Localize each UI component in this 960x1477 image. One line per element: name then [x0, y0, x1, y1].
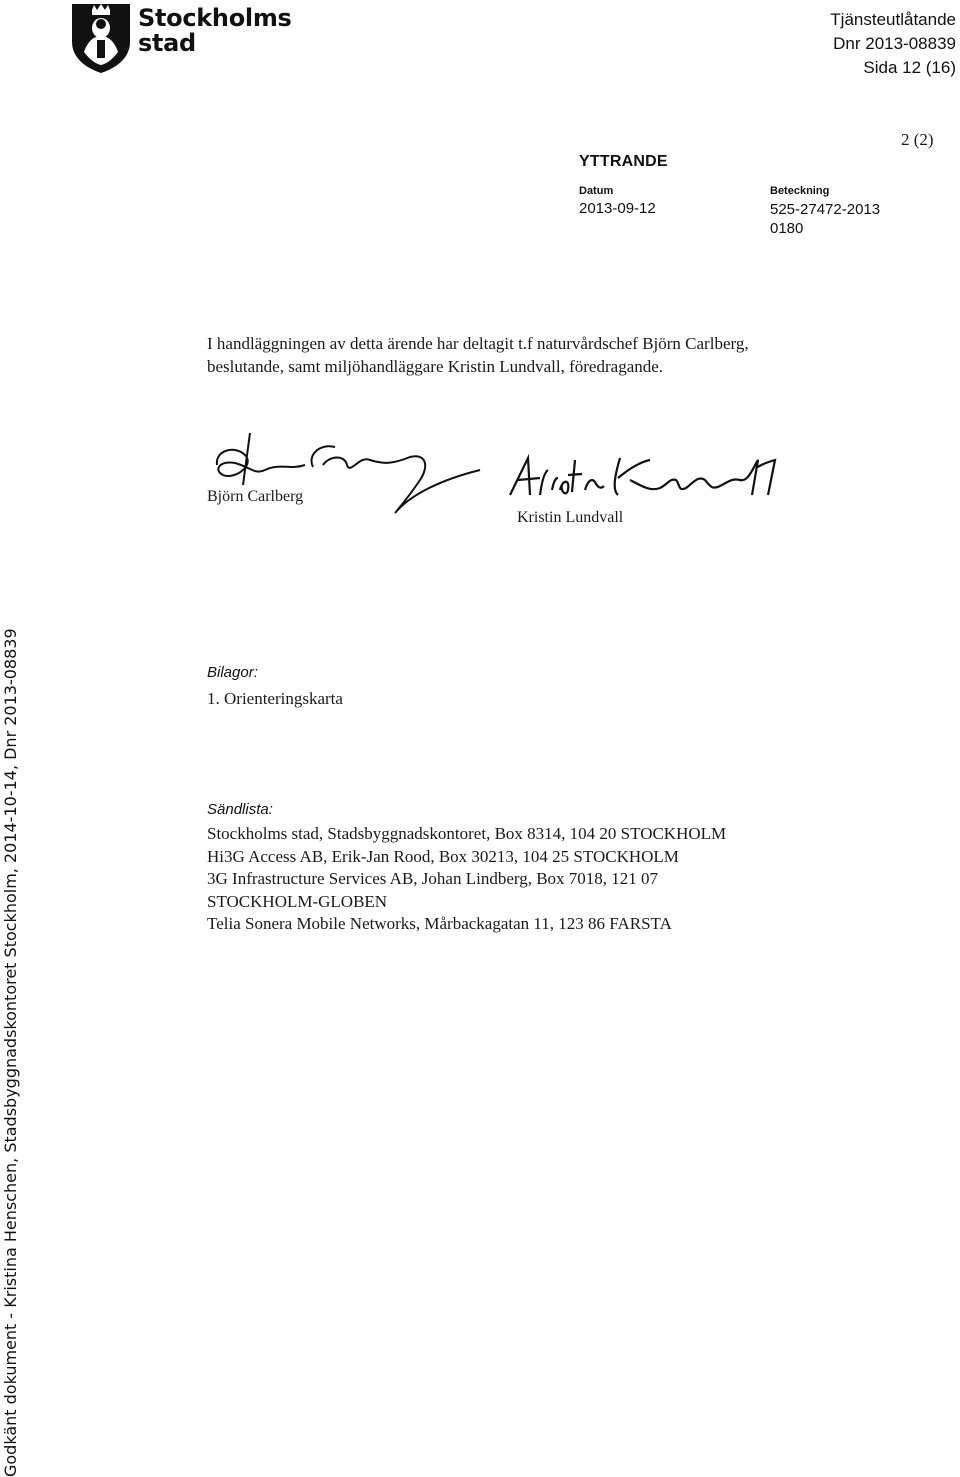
handlaggning-paragraph: [207, 332, 847, 378]
paragraph-line-2: beslutande, samt miljöhandläggare Kristin Lundvall, föredragande.: [207, 357, 664, 376]
logo-line-1: Stockholms: [138, 4, 292, 32]
signature-bjorn-carlberg: [195, 425, 495, 525]
sandlista-line: STOCKHOLM-GLOBEN: [207, 891, 388, 911]
city-crest-icon: [70, 2, 132, 74]
approval-margin-text: Godkänt dokument - Kristina Henschen, Stadsbyggnadskontoret Stockholm, 2014-10-14, Dnr 2013-08839: [1, 628, 20, 1477]
signer-name-1: Björn Carlberg: [207, 488, 304, 505]
logo-line-2: stad: [138, 29, 196, 57]
scan-doc-title: YTTRANDE: [579, 153, 668, 170]
sandlista-line: Telia Sonera Mobile Networks, Mårbackagatan 11, 123 86 FARSTA: [207, 914, 672, 933]
sandlista-line: Hi3G Access AB, Erik-Jan Rood, Box 30213, 104 25 STOCKHOLM: [207, 846, 679, 866]
sandlista-list: [207, 823, 827, 936]
stockholms-stad-logo: [70, 2, 300, 76]
page-number: Sida 12 (16): [863, 58, 956, 77]
sandlista-title: Sändlista:: [207, 801, 273, 818]
scan-page-count: 2 (2): [901, 130, 934, 149]
beteckning-line-1: 525-27472-2013: [770, 201, 881, 218]
datum-value: 2013-09-12: [579, 200, 656, 217]
paragraph-line-1: I handläggningen av detta ärende har deltagit t.f naturvårdschef Björn Carlberg,: [207, 334, 749, 353]
sandlista-line: 3G Infrastructure Services AB, Johan Lindberg, Box 7018, 121 07: [207, 869, 659, 888]
bilagor-item: 1. Orienteringskarta: [207, 689, 343, 708]
beteckning-line-2: 0180: [770, 220, 804, 237]
signature-kristin-lundvall: [500, 450, 800, 510]
document-type: Tjänsteutlåtande: [830, 10, 956, 29]
signer-name-2: Kristin Lundvall: [517, 509, 624, 526]
document-dnr: Dnr 2013-08839: [833, 34, 956, 53]
bilagor-title: Bilagor:: [207, 664, 258, 681]
sandlista-line: Stockholms stad, Stadsbyggnadskontoret, Box 8314, 104 20 STOCKHOLM: [207, 824, 727, 843]
datum-label: Datum: [579, 185, 614, 197]
logo-wordmark: [138, 6, 292, 56]
beteckning-label: Beteckning: [770, 185, 830, 197]
beteckning-value: [770, 200, 880, 238]
document-header-info: [830, 8, 956, 80]
